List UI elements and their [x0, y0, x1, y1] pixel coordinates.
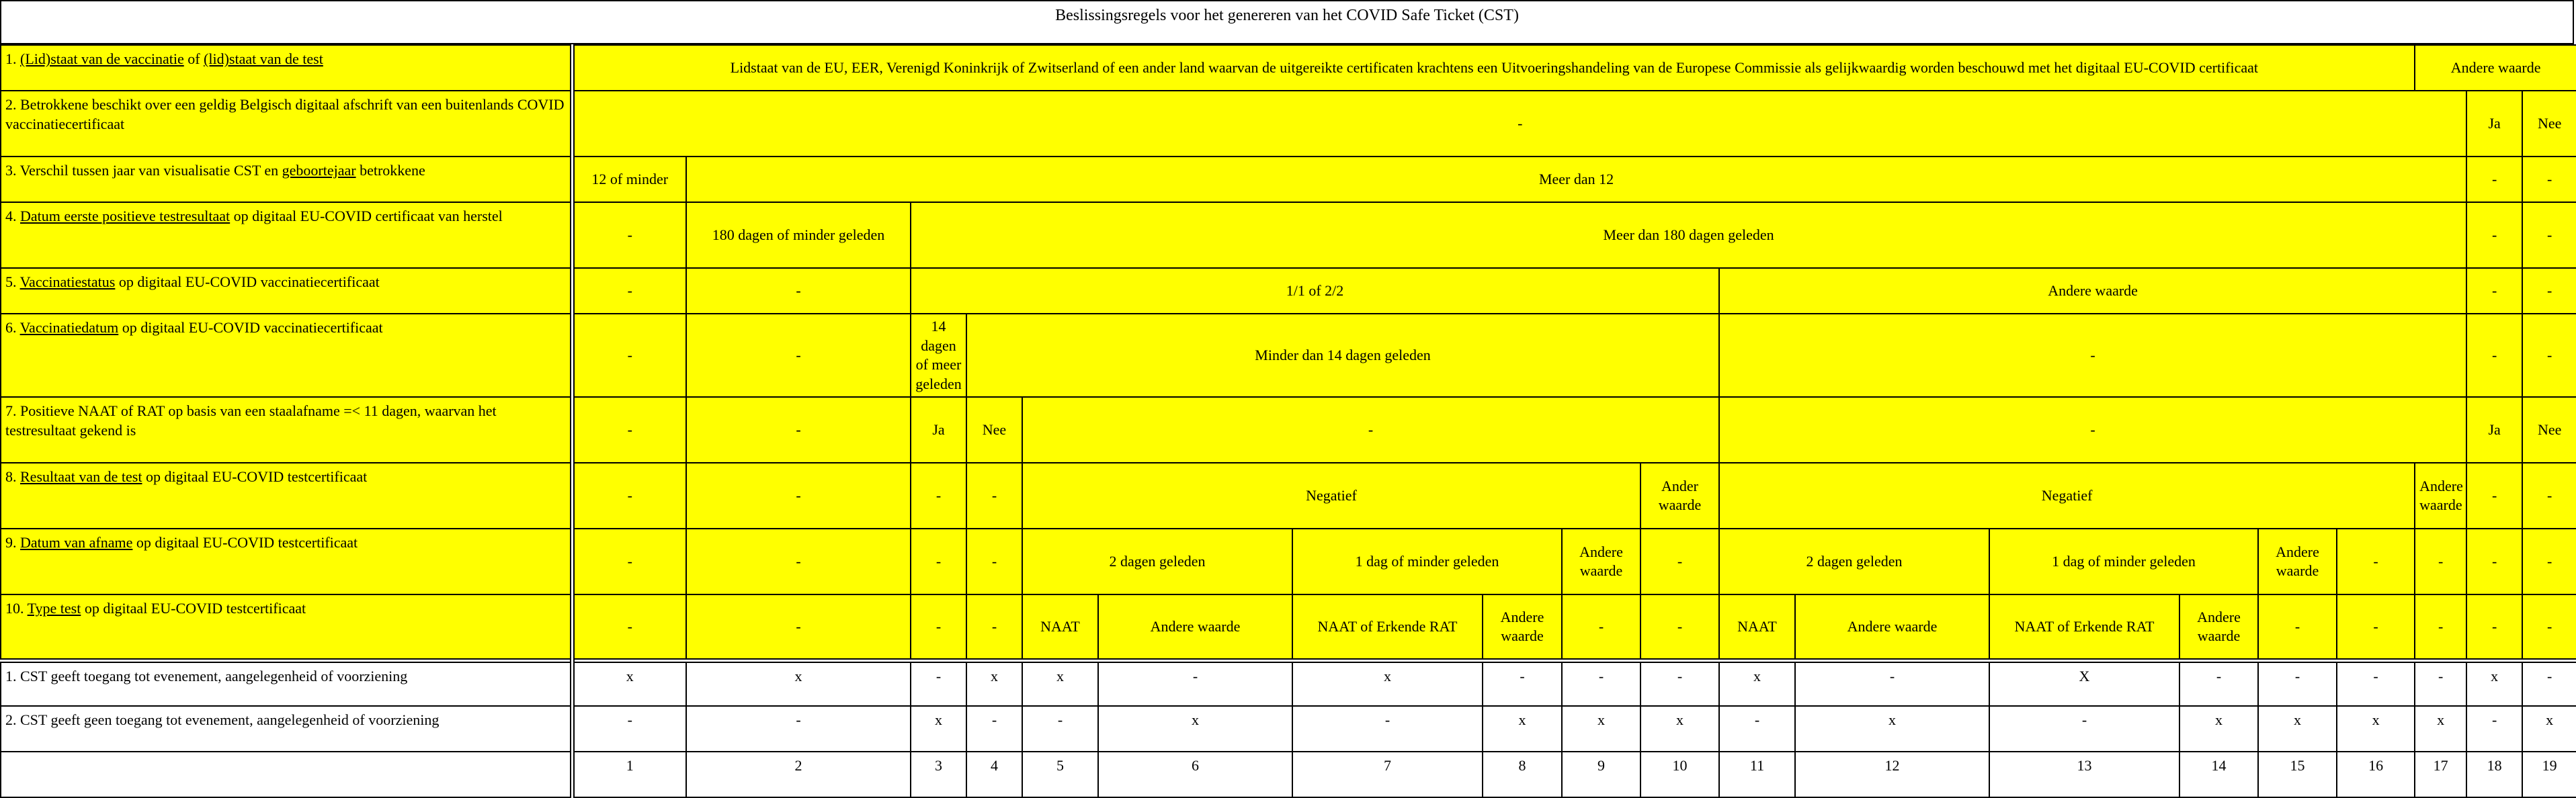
criterion-row-2: [1, 91, 2576, 157]
criterion-cell: -: [2466, 594, 2522, 660]
criterion-cell: 1 dag of minder geleden: [1989, 529, 2258, 594]
criterion-cell: -: [686, 268, 911, 314]
column-number: 7: [1292, 752, 1483, 797]
outcome-cell: x: [1022, 660, 1098, 706]
criterion-label: [1, 463, 572, 529]
criterion-cell: -: [686, 314, 911, 397]
label-segment: (lid)staat van de test: [204, 50, 323, 67]
criterion-cell: -: [966, 594, 1022, 660]
label-segment: 9.: [5, 534, 20, 551]
criterion-cell: Nee: [966, 397, 1022, 463]
column-number: 9: [1562, 752, 1640, 797]
criterion-cell: Negatief: [1022, 463, 1640, 529]
criterion-cell: -: [1022, 397, 1719, 463]
label-segment: 3. Verschil tussen jaar van visualisatie CST en: [5, 162, 282, 179]
column-number: 16: [2337, 752, 2415, 797]
criterion-cell: -: [2522, 529, 2576, 594]
criterion-cell: -: [2466, 314, 2522, 397]
criterion-cell: -: [572, 314, 686, 397]
column-number: 11: [1719, 752, 1795, 797]
criterion-cell: Andere waarde: [2415, 463, 2466, 529]
criterion-cell: -: [2522, 268, 2576, 314]
outcome-cell: -: [2466, 706, 2522, 752]
outcome-cell: -: [1562, 660, 1640, 706]
criterion-cell: NAAT: [1719, 594, 1795, 660]
criterion-cell: -: [2337, 594, 2415, 660]
outcome-cell: -: [2337, 660, 2415, 706]
criterion-row-5: [1, 268, 2576, 314]
outcome-cell: x: [572, 660, 686, 706]
outcome-cell: x: [1795, 706, 1989, 752]
outcome-cell: -: [686, 706, 911, 752]
criterion-cell: -: [911, 529, 966, 594]
criterion-cell: -: [2522, 463, 2576, 529]
column-number: 4: [966, 752, 1022, 797]
column-number: 5: [1022, 752, 1098, 797]
outcome-cell: x: [1640, 706, 1719, 752]
label-segment: 6.: [5, 319, 20, 336]
column-number: 12: [1795, 752, 1989, 797]
label-segment: betrokkene: [356, 162, 425, 179]
label-segment: of: [183, 50, 204, 67]
criterion-cell: Ander waarde: [1640, 463, 1719, 529]
label-segment: geboortejaar: [282, 162, 356, 179]
criterion-row-6: [1, 314, 2576, 397]
criterion-cell: -: [572, 529, 686, 594]
criterion-row-9: [1, 529, 2576, 594]
criterion-cell: Ja: [2466, 397, 2522, 463]
criterion-cell: -: [2258, 594, 2337, 660]
column-number: 18: [2466, 752, 2522, 797]
criterion-row-4: [1, 202, 2576, 268]
outcome-cell: -: [2258, 660, 2337, 706]
criterion-cell: 2 dagen geleden: [1022, 529, 1292, 594]
criterion-cell: NAAT: [1022, 594, 1098, 660]
criterion-label: [1, 91, 572, 157]
criterion-cell: 14 dagen of meer geleden: [911, 314, 966, 397]
outcome-label: 2. CST geeft geen toegang tot evenement, aangelegenheid of voorziening: [1, 706, 572, 752]
criterion-cell: Negatief: [1719, 463, 2415, 529]
criterion-cell: -: [1719, 397, 2466, 463]
outcome-cell: x: [2337, 706, 2415, 752]
outcome-cell: -: [1640, 660, 1719, 706]
criterion-cell: -: [2337, 529, 2415, 594]
criterion-cell: Meer dan 12: [686, 157, 2466, 202]
criterion-row-8: [1, 463, 2576, 529]
outcome-cell: x: [2415, 706, 2466, 752]
criterion-cell: -: [966, 463, 1022, 529]
column-number: 19: [2522, 752, 2576, 797]
criterion-cell: -: [572, 463, 686, 529]
criterion-cell: -: [686, 397, 911, 463]
criterion-cell: -: [2522, 594, 2576, 660]
criterion-cell: -: [686, 594, 911, 660]
outcome-cell: -: [1483, 660, 1562, 706]
criterion-cell: 12 of minder: [572, 157, 686, 202]
criterion-cell: Andere waarde: [2179, 594, 2258, 660]
criterion-cell: 2 dagen geleden: [1719, 529, 1989, 594]
outcome-cell: x: [1719, 660, 1795, 706]
column-number: 6: [1098, 752, 1292, 797]
criterion-label: [1, 157, 572, 202]
column-number: 17: [2415, 752, 2466, 797]
outcome-cell: x: [2522, 706, 2576, 752]
criterion-cell: Meer dan 180 dagen geleden: [911, 202, 2466, 268]
column-number: 14: [2179, 752, 2258, 797]
outcome-cell: x: [2179, 706, 2258, 752]
label-segment: op digitaal EU-COVID certificaat van herstel: [230, 208, 503, 224]
criterion-cell: NAAT of Erkende RAT: [1292, 594, 1483, 660]
criterion-cell: -: [1640, 529, 1719, 594]
column-number: 3: [911, 752, 966, 797]
criterion-cell: -: [572, 268, 686, 314]
criterion-cell: Ja: [911, 397, 966, 463]
criterion-label: [1, 397, 572, 463]
outcome-cell: -: [2522, 660, 2576, 706]
criterion-cell: Andere waarde: [1562, 529, 1640, 594]
outcome-cell: -: [2179, 660, 2258, 706]
criterion-label: [1, 529, 572, 594]
label-segment: 5.: [5, 273, 20, 290]
outcome-cell: x: [2466, 660, 2522, 706]
label-segment: 2. Betrokkene beschikt over een geldig Belgisch digitaal afschrift van een buitenlands COVID vaccinatiecertificaat: [5, 96, 565, 132]
criterion-cell: -: [911, 463, 966, 529]
outcome-cell: -: [966, 706, 1022, 752]
criterion-cell: -: [2415, 594, 2466, 660]
criterion-label: [1, 202, 572, 268]
label-segment: op digitaal EU-COVID vaccinatiecertificaat: [118, 319, 383, 336]
outcome-label: 1. CST geeft toegang tot evenement, aangelegenheid of voorziening: [1, 660, 572, 706]
criterion-cell: -: [2415, 529, 2466, 594]
criterion-cell: Andere waarde: [1795, 594, 1989, 660]
criterion-cell: -: [1719, 314, 2466, 397]
outcome-cell: x: [2258, 706, 2337, 752]
outcome-cell: -: [911, 660, 966, 706]
label-segment: 10.: [5, 600, 28, 617]
criterion-cell: Nee: [2522, 397, 2576, 463]
outcome-cell: x: [686, 660, 911, 706]
criterion-cell: -: [911, 594, 966, 660]
criterion-cell: -: [2466, 529, 2522, 594]
criterion-cell: 180 dagen of minder geleden: [686, 202, 911, 268]
column-number: 1: [572, 752, 686, 797]
criterion-cell: -: [686, 529, 911, 594]
decision-table: [0, 44, 2576, 798]
criterion-cell: NAAT of Erkende RAT: [1989, 594, 2179, 660]
criterion-cell: -: [2466, 463, 2522, 529]
column-number-row: [1, 752, 2576, 797]
criterion-cell: Andere waarde: [2415, 45, 2576, 91]
outcome-cell: -: [1098, 660, 1292, 706]
outcome-row-1: [1, 660, 2576, 706]
outcome-cell: x: [1292, 660, 1483, 706]
outcome-cell: -: [1292, 706, 1483, 752]
column-number: 15: [2258, 752, 2337, 797]
criterion-cell: -: [2466, 202, 2522, 268]
column-number: 8: [1483, 752, 1562, 797]
label-segment: Type test: [27, 600, 81, 617]
outcome-cell: x: [1483, 706, 1562, 752]
criterion-row-1: [1, 45, 2576, 91]
outcome-cell: x: [1098, 706, 1292, 752]
outcome-cell: -: [2415, 660, 2466, 706]
criterion-cell: Ja: [2466, 91, 2522, 157]
criterion-cell: Nee: [2522, 91, 2576, 157]
label-segment: op digitaal EU-COVID vaccinatiecertificaat: [115, 273, 380, 290]
outcome-row-2: [1, 706, 2576, 752]
label-segment: Resultaat van de test: [20, 468, 142, 486]
table-title: Beslissingsregels voor het genereren van het COVID Safe Ticket (CST): [0, 0, 2574, 44]
criterion-cell: -: [2522, 314, 2576, 397]
criterion-label: [1, 314, 572, 397]
criterion-cell: -: [572, 594, 686, 660]
label-segment: op digitaal EU-COVID testcertificaat: [132, 534, 358, 551]
criterion-cell: -: [686, 463, 911, 529]
criterion-label: [1, 45, 572, 91]
criterion-cell: -: [1640, 594, 1719, 660]
label-segment: 7. Positieve NAAT of RAT op basis van een staalafname =< 11 dagen, waarvan het testresultaat gekend is: [5, 402, 497, 439]
criterion-cell: -: [572, 202, 686, 268]
criterion-cell: -: [2522, 157, 2576, 202]
column-number: 10: [1640, 752, 1719, 797]
outcome-cell: -: [1719, 706, 1795, 752]
criterion-cell: -: [572, 91, 2466, 157]
criterion-cell: -: [2466, 268, 2522, 314]
criterion-cell: -: [572, 397, 686, 463]
criterion-cell: -: [2522, 202, 2576, 268]
outcome-cell: x: [1562, 706, 1640, 752]
outcome-cell: x: [966, 660, 1022, 706]
criterion-cell: -: [966, 529, 1022, 594]
label-segment: 8.: [5, 468, 20, 486]
criterion-cell: -: [2466, 157, 2522, 202]
label-segment: 4.: [5, 208, 20, 224]
outcome-cell: -: [1989, 706, 2179, 752]
label-segment: Datum van afname: [20, 534, 133, 551]
outcome-cell: x: [911, 706, 966, 752]
column-number: 2: [686, 752, 911, 797]
column-number: 13: [1989, 752, 2179, 797]
column-number-label: [1, 752, 572, 797]
label-segment: 1.: [5, 50, 20, 67]
criterion-row-3: [1, 157, 2576, 202]
label-segment: Vaccinatiedatum: [19, 319, 119, 336]
criterion-cell: Minder dan 14 dagen geleden: [966, 314, 1719, 397]
outcome-cell: X: [1989, 660, 2179, 706]
criterion-label: [1, 594, 572, 660]
criterion-cell: 1/1 of 2/2: [911, 268, 1719, 314]
criterion-cell: Andere waarde: [2258, 529, 2337, 594]
label-segment: Datum eerste positieve testresultaat: [20, 208, 231, 224]
criterion-cell: -: [1562, 594, 1640, 660]
label-segment: op digitaal EU-COVID testcertificaat: [142, 468, 368, 486]
criterion-cell: 1 dag of minder geleden: [1292, 529, 1562, 594]
outcome-cell: -: [1795, 660, 1989, 706]
label-segment: Vaccinatiestatus: [19, 273, 116, 290]
label-segment: (Lid)staat van de vaccinatie: [20, 50, 184, 67]
outcome-cell: -: [1022, 706, 1098, 752]
criterion-cell: Andere waarde: [1483, 594, 1562, 660]
criterion-cell: Andere waarde: [1719, 268, 2466, 314]
criterion-row-10: [1, 594, 2576, 660]
label-segment: op digitaal EU-COVID testcertificaat: [81, 600, 306, 617]
criterion-label: [1, 268, 572, 314]
criterion-cell: Andere waarde: [1098, 594, 1292, 660]
outcome-cell: -: [572, 706, 686, 752]
criterion-row-7: [1, 397, 2576, 463]
criterion-cell: Lidstaat van de EU, EER, Verenigd Koninkrijk of Zwitserland of een ander land waarvan de uitgereikte certificaten krachtens een Uitvoeringshandeling van de Europese Commissie als gelijkwaardig worden beschouwd met het digitaal EU-COVID certificaat: [572, 45, 2415, 91]
